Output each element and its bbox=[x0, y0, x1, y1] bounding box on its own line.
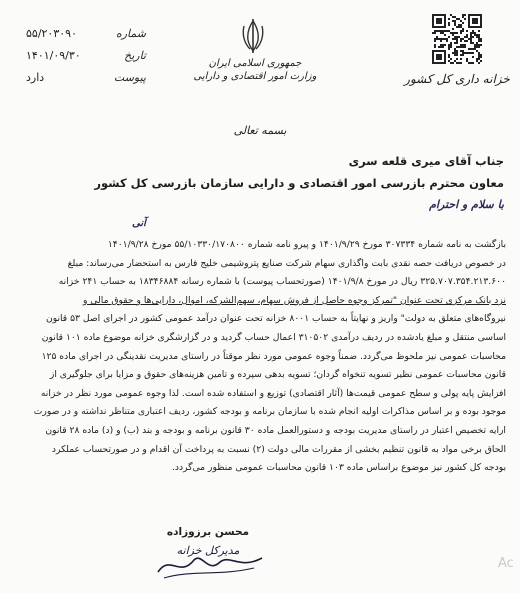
body-line: ارایه تخصیص اعتبار در راستای مدیریت بودجه و دستورالعمل ماده ۳۰ قانون برنامه و بودجه و بند (ب) و (د) ماده ۲۸ قانون bbox=[45, 424, 506, 436]
watermark-text: Ac bbox=[498, 556, 514, 571]
ministry-heading bbox=[186, 58, 324, 82]
attachment-label: پیوست bbox=[113, 70, 146, 84]
ministry-line2: وزارت امور اقتصادی و دارایی bbox=[193, 71, 317, 82]
body-line: بازگشت به نامه شماره ۳۰۷۳۳۴ مورخ ۱۴۰۱/۹/۲۹ و پیرو نامه شماره ۵۵/۱۰۳۳۰/۱۷۰۸۰۰ مورخ ۱۴۰۱/۹/۲۸ bbox=[107, 239, 506, 250]
date-value: ۱۴۰۱/۰۹/۳۰ bbox=[26, 48, 81, 62]
body-line: قانون محاسبات عمومی نظیر تسویه تنخواه گردان؛ تسویه بدهی سپرده و تامین هزینه‌های حقوق و مزایا برای جلوگیری از bbox=[49, 369, 506, 381]
qr-code-icon bbox=[432, 14, 482, 64]
body-line: موجود بوده و بر اساس مذاکرات اولیه انجام شده با سازمان برنامه و بودجه کشور، ردیف اعتباری متناظر نداشته و در صورت bbox=[33, 406, 506, 418]
recipient-block bbox=[24, 150, 504, 216]
date-label: تاریخ bbox=[124, 48, 146, 62]
letter-meta bbox=[26, 22, 146, 88]
body-line: ۳۲۵.۷۰۷.۳۵۴.۲۱۳.۶۰۰ ریال در مورخ ۱۴۰۱/۹/۸ (صورتحساب پیوست) با شماره رسانه ۱۸۳۴۶۸۸۴ به حساب ۲۴۱ خزانه bbox=[58, 276, 506, 288]
body-line: در خصوص دریافت حصه نقدی بابت واگذاری سهام شرکت صنایع پتروشیمی خلیج فارس به استحضار می‌رساند: مبلغ bbox=[67, 257, 506, 269]
body-line: نیروگاه‌های متعلق به دولت" واریز و نهایتاً به حساب ۸۰۰۱ خزانه تحت عنوان درآمد عمومی کشور در اجرای اصل ۵۳ قانون bbox=[45, 313, 506, 325]
attachment-value: دارد bbox=[26, 70, 45, 84]
body-line: اساسی منتقل و مبلغ یادشده در ردیف درآمدی ۳۱۰۵۰۲ اعمال حساب گردید و در گزارشگری خزانه موضوع ماده ۱۰۱ قانون bbox=[41, 331, 506, 343]
number-label: شماره bbox=[115, 26, 146, 40]
signatory-title: مدیرکل خزانه bbox=[176, 544, 240, 557]
treasury-heading: خزانه داری کل کشور bbox=[404, 72, 510, 86]
attachment-row bbox=[26, 66, 146, 88]
urgent-handwritten-mark: آنی bbox=[132, 218, 146, 229]
number-row bbox=[26, 22, 146, 44]
basmala-heading: بسمه تعالی bbox=[233, 124, 287, 137]
recipient-name: جناب آقای میری قلعه سری bbox=[348, 154, 504, 168]
signatory-name: محسن برزوزاده bbox=[166, 526, 250, 538]
body-line: بودجه کل کشور نیز موضوع براساس ماده ۱۰۳ قانون محاسبات عمومی منظور می‌گردد. bbox=[171, 462, 506, 474]
body-line: نزد بانک مرکزی تحت عنوان "تمرکز وجوه حاصل از فروش سهام، سهم‌الشرکه، اموال، دارایی‌ها و حقوق مالی و bbox=[82, 294, 506, 306]
body-line: افزایش پایه پولی و سطح عمومی قیمت‌ها (آثار اقتصادی) توزیع و استفاده شده است. لذا وجوه عمومی مورد نظر در خزانه bbox=[40, 387, 506, 399]
letter-body bbox=[14, 236, 506, 478]
recipient-title: معاون محترم بازرسی امور اقتصادی و دارایی سازمان بازرسی کل کشور bbox=[94, 176, 504, 190]
iran-emblem-icon bbox=[238, 18, 268, 54]
number-value: ۵۵/۲۰۳۰۹۰ bbox=[26, 26, 77, 40]
body-line: محاسبات عمومی نیز ملحوظ می‌گردد. ضمناً وجوه عمومی مورد نظر موقتاً در راستای مدیریت نقدینگی در اجرای ماده ۱۲۵ bbox=[41, 350, 506, 362]
body-line: الحاق برخی مواد به قانون تنظیم بخشی از مقررات مالی دولت (۲) نسبت به پرداخت آن اقدام و در صورتحساب عملکرد bbox=[51, 443, 506, 455]
date-row bbox=[26, 44, 146, 66]
greeting-handwritten: با سلام و احترام bbox=[429, 198, 504, 211]
ministry-line1: جمهوری اسلامی ایران bbox=[208, 58, 302, 69]
signature-ink-icon bbox=[150, 548, 270, 582]
